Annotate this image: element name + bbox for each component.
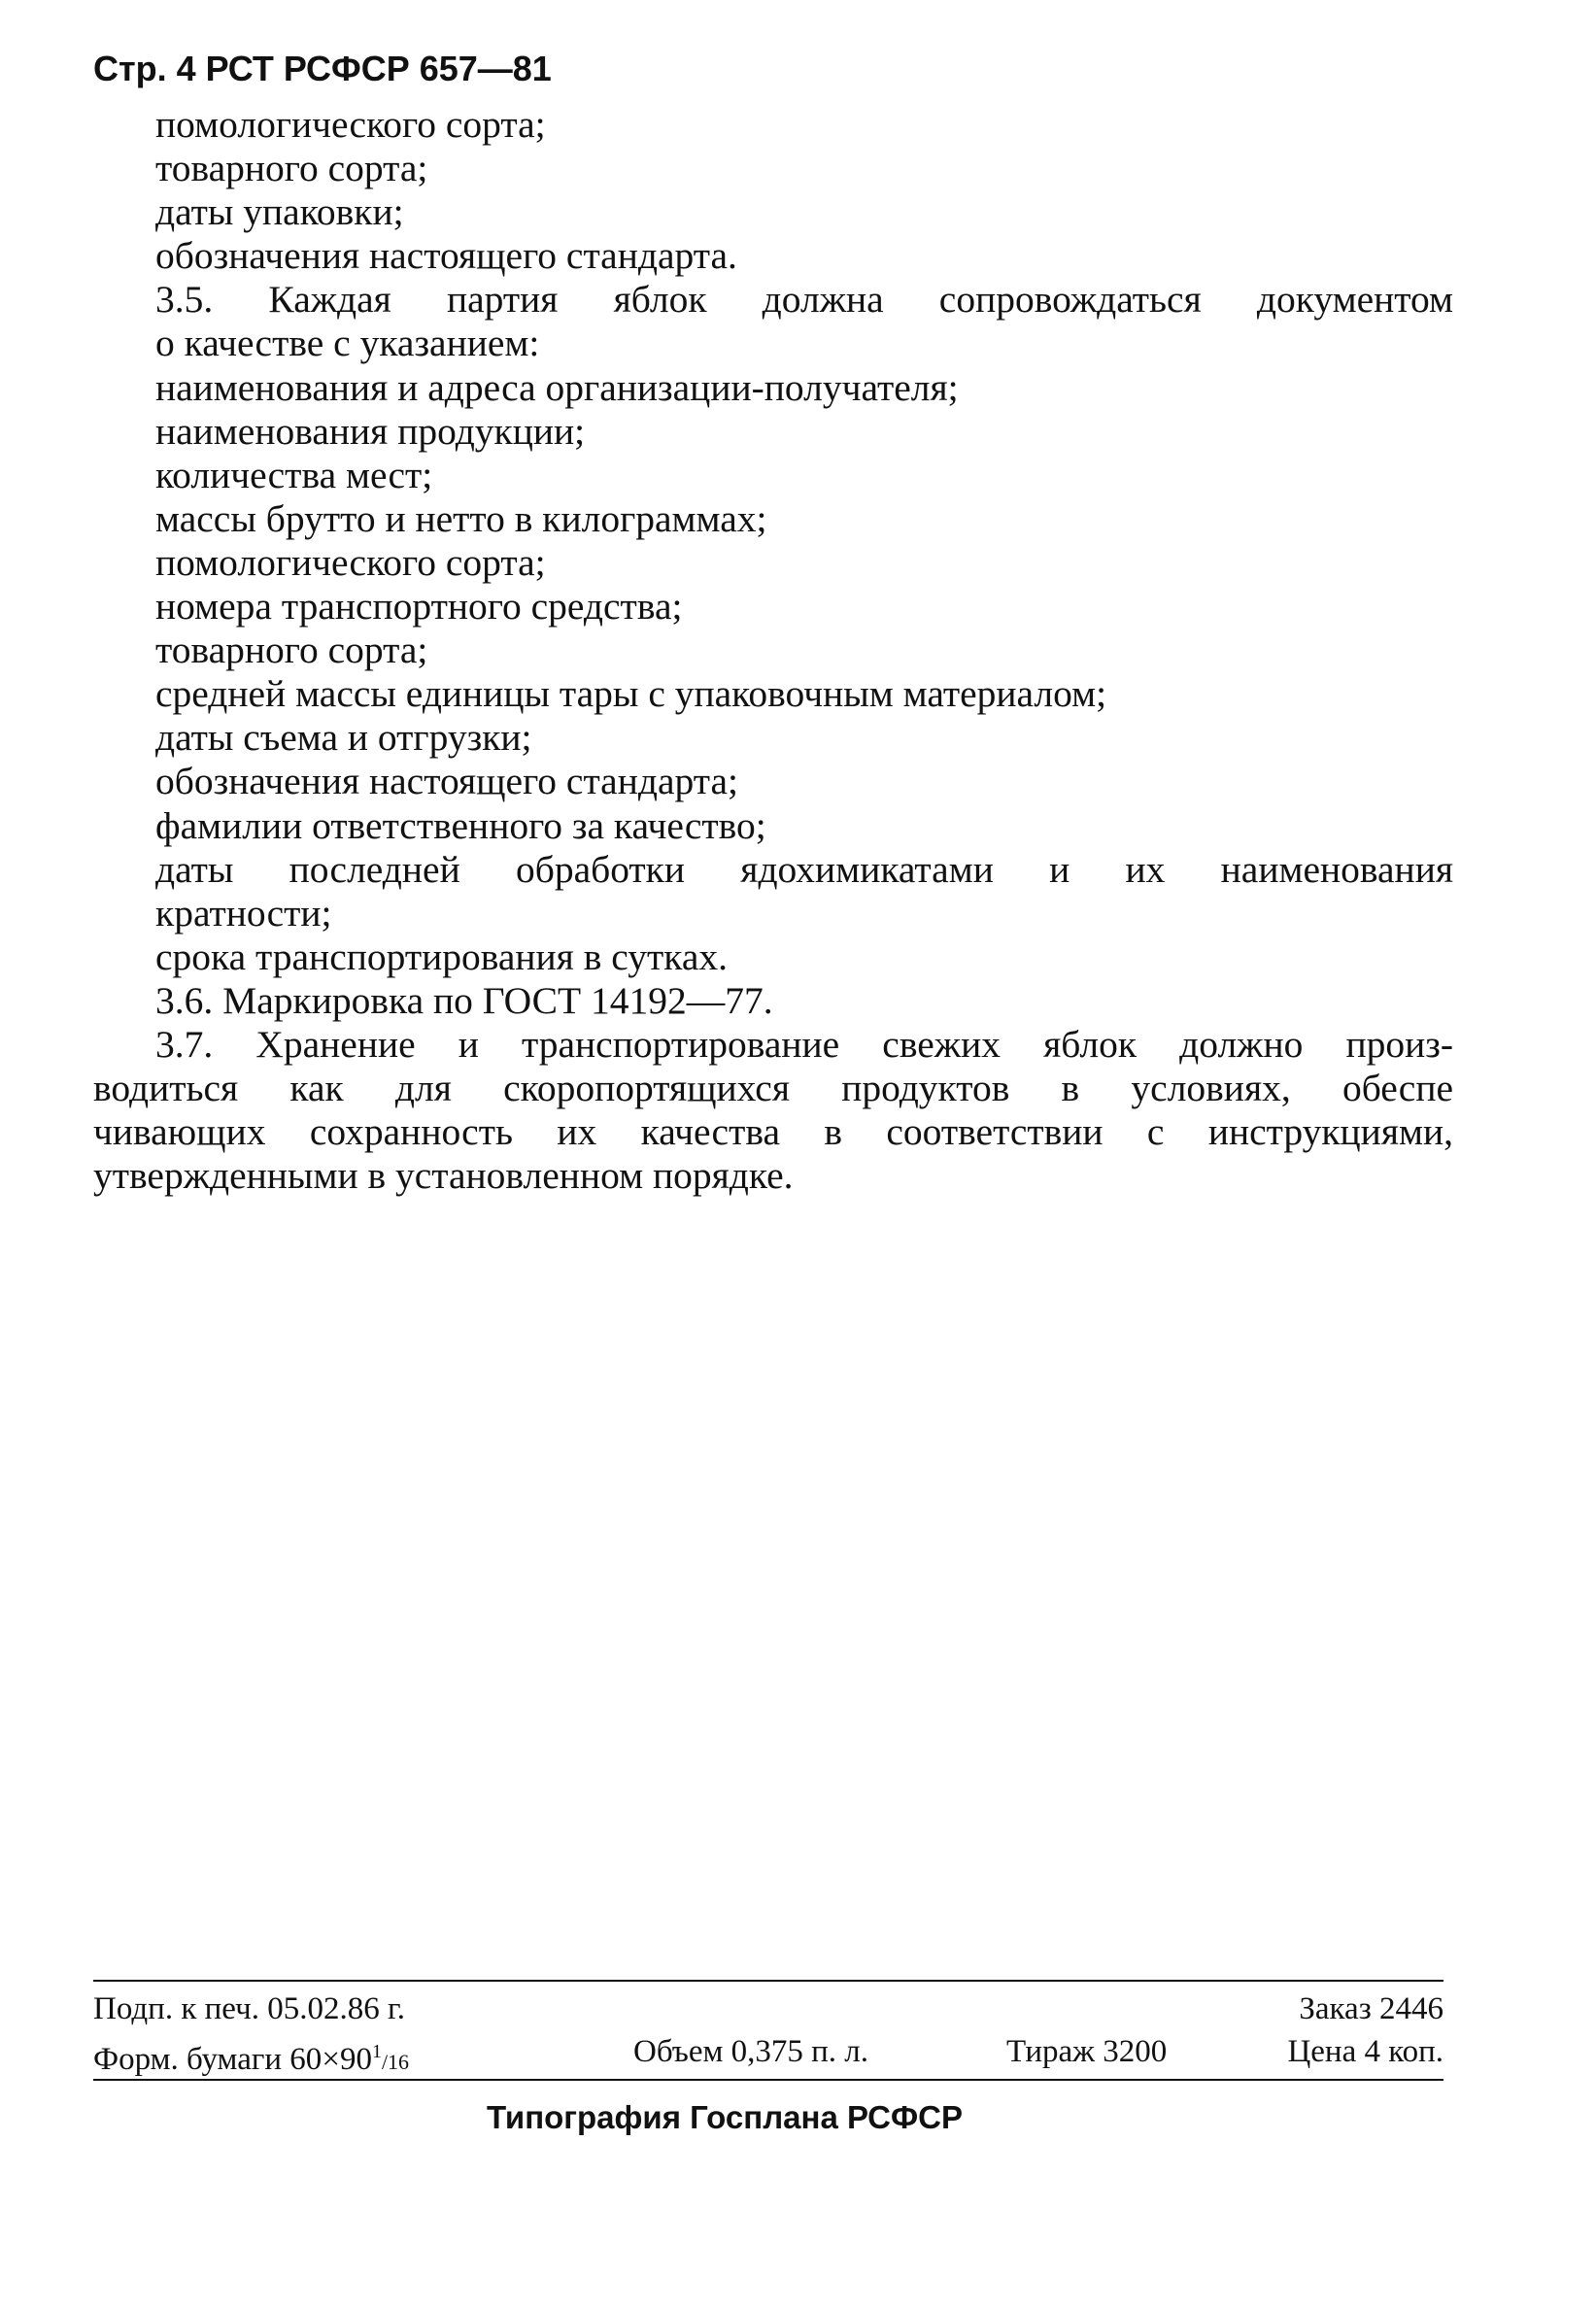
text-line: утвержденными в установленном порядке. <box>93 1154 794 1198</box>
text-line: даты упаковки; <box>155 190 404 234</box>
text-line: водиться как для скоропортящихся продуктов в условиях, обеспе <box>93 1067 1453 1110</box>
text-line: помологического сорта; <box>155 540 546 584</box>
print-volume: Объем 0,375 п. л. <box>633 2034 869 2069</box>
text-line: обозначения настоящего стандарта. <box>155 234 737 278</box>
text-line: даты последней обработки ядохимикатами и их наименования <box>155 847 1453 891</box>
clause-3-7-line: 3.7. Хранение и транспортирование свежих яблок должно произ- <box>155 1022 1453 1066</box>
clause-3-5-line: 3.5. Каждая партия яблок должна сопровождаться документом <box>155 278 1453 322</box>
text-line: массы брутто и нетто в килограммах; <box>155 496 767 540</box>
text-line: кратности; <box>155 891 332 935</box>
text-line: даты съема и отгрузки; <box>155 716 532 760</box>
text-line: количества мест; <box>155 453 433 496</box>
text-line: фамилии ответственного за качество; <box>155 803 766 847</box>
signed-date: Подп. к печ. 05.02.86 г. <box>93 1991 406 2026</box>
text-line: о качестве с указанием: <box>155 322 540 365</box>
text-line: срока транспортирования в сутках. <box>155 935 729 978</box>
text-line: наименования продукции; <box>155 409 586 453</box>
paper-format-times: × <box>322 2042 340 2077</box>
imprint-top-rule <box>93 1980 1443 1982</box>
paper-format-sub: /16 <box>381 2050 410 2074</box>
paper-format-num: 90 <box>339 2042 372 2077</box>
printer-name: Типография Госплана РСФСР <box>487 2099 963 2135</box>
page-header: Стр. 4 РСТ РСФСР 657—81 <box>93 49 552 88</box>
imprint-block <box>93 1980 1443 2139</box>
order-number: Заказ 2446 <box>1299 1991 1443 2026</box>
document-body <box>93 103 1453 1198</box>
text-line: номера транспортного средства; <box>155 585 683 629</box>
paper-format-sup: 1 <box>371 2041 382 2062</box>
text-line: обозначения настоящего стандарта; <box>155 760 738 803</box>
imprint-row-2 <box>93 2030 1443 2077</box>
price: Цена 4 коп. <box>1287 2034 1443 2069</box>
text-line: наименования и адреса организации-получателя; <box>155 365 959 409</box>
paper-format <box>93 2030 409 2084</box>
paper-format-prefix: Форм. бумаги 60 <box>93 2042 323 2077</box>
text-line: товарного сорта; <box>155 147 428 190</box>
imprint-row-1 <box>93 1988 1443 2030</box>
text-line: средней массы единицы тары с упаковочным материалом; <box>155 672 1107 716</box>
text-line: чивающих сохранность их качества в соответствии с инструкциями, <box>93 1110 1453 1154</box>
clause-3-6-line: 3.6. Маркировка по ГОСТ 14192—77. <box>155 978 773 1022</box>
print-run: Тираж 3200 <box>1006 2034 1168 2069</box>
text-line: товарного сорта; <box>155 629 428 672</box>
text-line: помологического сорта; <box>155 103 546 146</box>
